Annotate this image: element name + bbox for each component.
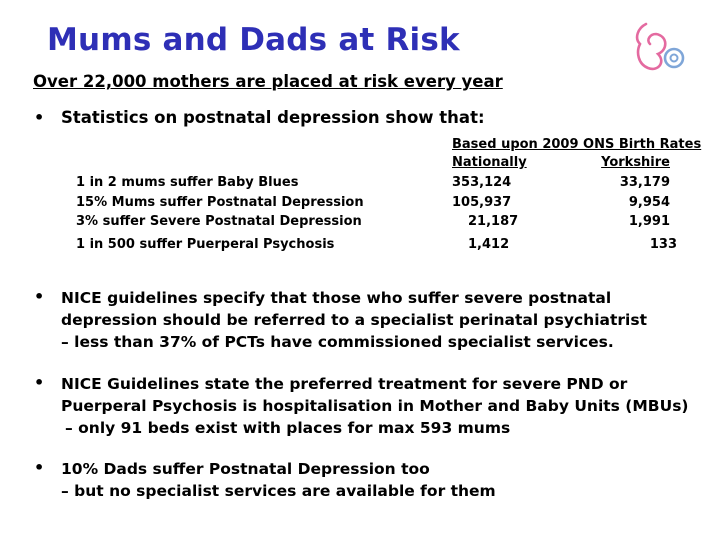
bullet-nice-referral [61,287,647,353]
column-header-yorkshire: Yorkshire [601,155,670,170]
stat-yorkshire: 33,179 [619,175,670,190]
bullet-marker: • [34,373,45,392]
bullet-marker: • [34,108,45,127]
bullet-line: depression should be referred to a specialist perinatal psychiatrist [61,311,647,329]
bullet-marker: • [34,287,45,306]
stat-label: 3% suffer Severe Postnatal Depression [76,214,362,229]
stat-label: 1 in 2 mums suffer Baby Blues [76,175,299,190]
stat-label: 15% Mums suffer Postnatal Depression [76,195,364,210]
stat-yorkshire: 1,991 [628,214,670,229]
bullet-line: NICE guidelines specify that those who suffer severe postnatal [61,289,612,307]
stat-national: 21,187 [468,214,519,229]
stat-yorkshire: 133 [649,237,677,252]
stat-national: 105,937 [452,195,512,210]
subtitle: Over 22,000 mothers are placed at risk every year [33,72,503,91]
column-header-national: Nationally [452,155,527,170]
bullet-nice-mbu [61,373,689,439]
source-header: Based upon 2009 ONS Birth Rates [452,137,702,152]
stat-national: 1,412 [468,237,510,252]
stat-yorkshire: 9,954 [628,195,670,210]
bullet-marker: • [34,458,45,477]
bullet-dads [61,458,496,502]
bullet-line: – less than 37% of PCTs have commissioned specialist services. [61,333,614,351]
bullet-line: – but no specialist services are available for them [61,482,496,500]
stats-heading: Statistics on postnatal depression show that: [61,108,485,127]
stat-national: 353,124 [452,175,512,190]
page-title: Mums and Dads at Risk [47,22,460,58]
bullet-line: – only 91 beds exist with places for max 593 mums [65,419,511,437]
bullet-line: 10% Dads suffer Postnatal Depression too [61,460,430,478]
bullet-line: Puerperal Psychosis is hospitalisation in Mother and Baby Units (MBUs) [61,397,689,415]
pink-b-logo-icon [628,18,692,74]
bullet-line: NICE Guidelines state the preferred treatment for severe PND or [61,375,628,393]
stat-label: 1 in 500 suffer Puerperal Psychosis [76,237,335,252]
